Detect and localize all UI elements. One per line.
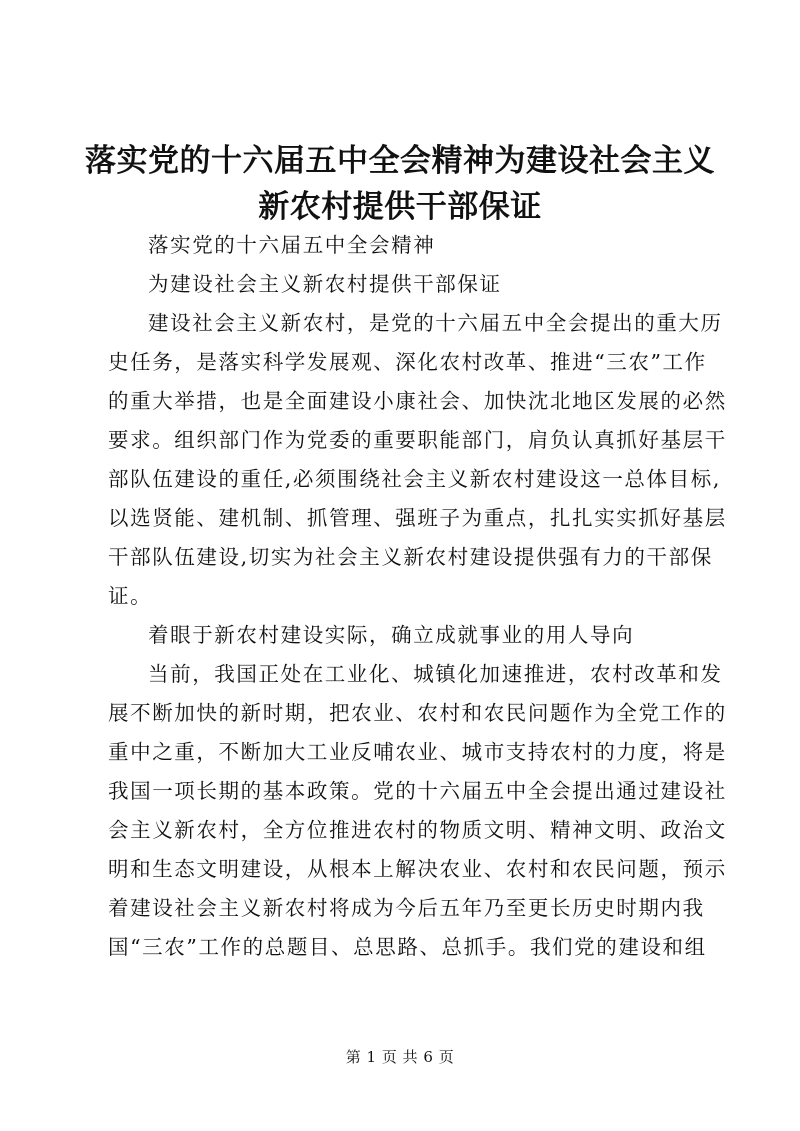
paragraph-line: 证。 [108,584,153,608]
subtitle-line-1: 落实党的十六届五中全会精神 [148,233,436,257]
paragraph-line: 干部队伍建设,切实为社会主义新农村建设提供强有力的干部保 [108,545,713,569]
paragraph-line: 史任务，是落实科学发展观、深化农村改革、推进“三农”工作 [108,350,707,374]
paragraph-line: 要求。组织部门作为党委的重要职能部门，肩负认真抓好基层干 [108,428,727,452]
paragraph-line: 明和生态文明建设，从根本上解决农业、农村和农民问题，预示 [108,857,727,881]
paragraph-line: 展不断加快的新时期，把农业、农村和农民问题作为全党工作的 [108,701,727,725]
paragraph-line: 部队伍建设的重任,必须围绕社会主义新农村建设这一总体目标, [108,467,721,491]
paragraph-line: 以选贤能、建机制、抓管理、强班子为重点，扎扎实实抓好基层 [108,506,727,530]
paragraph-line: 着建设社会主义新农村将成为今后五年乃至更长历史时期内我 [108,896,705,920]
document-body [108,226,727,967]
paragraph-line: 国“三农”工作的总题目、总思路、总抓手。我们党的建设和组 [108,935,707,959]
paragraph-line: 当前，我国正处在工业化、城镇化加速推进，农村改革和发 [148,662,723,686]
page-number-footer: 第 1 页 共 6 页 [345,1048,455,1066]
paragraph-line: 我国一项长期的基本政策。党的十六届五中全会提出通过建设社 [108,779,727,803]
paragraph-line: 重中之重，不断加大工业反哺农业、城市支持农村的力度，将是 [108,740,727,764]
paragraph-line: 建设社会主义新农村，是党的十六届五中全会提出的重大历 [148,311,723,335]
paragraph-line: 会主义新农村，全方位推进农村的物质文明、精神文明、政治文 [108,818,727,842]
paragraph-line: 的重大举措，也是全面建设小康社会、加快沈北地区发展的必然 [108,389,727,413]
section-heading: 着眼于新农村建设实际，确立成就事业的用人导向 [148,623,635,647]
document-title-line-2: 新农村提供干部保证 [258,189,542,225]
document-title-line-1: 落实党的十六届五中全会精神为建设社会主义 [85,143,715,179]
subtitle-line-2: 为建设社会主义新农村提供干部保证 [148,272,502,296]
